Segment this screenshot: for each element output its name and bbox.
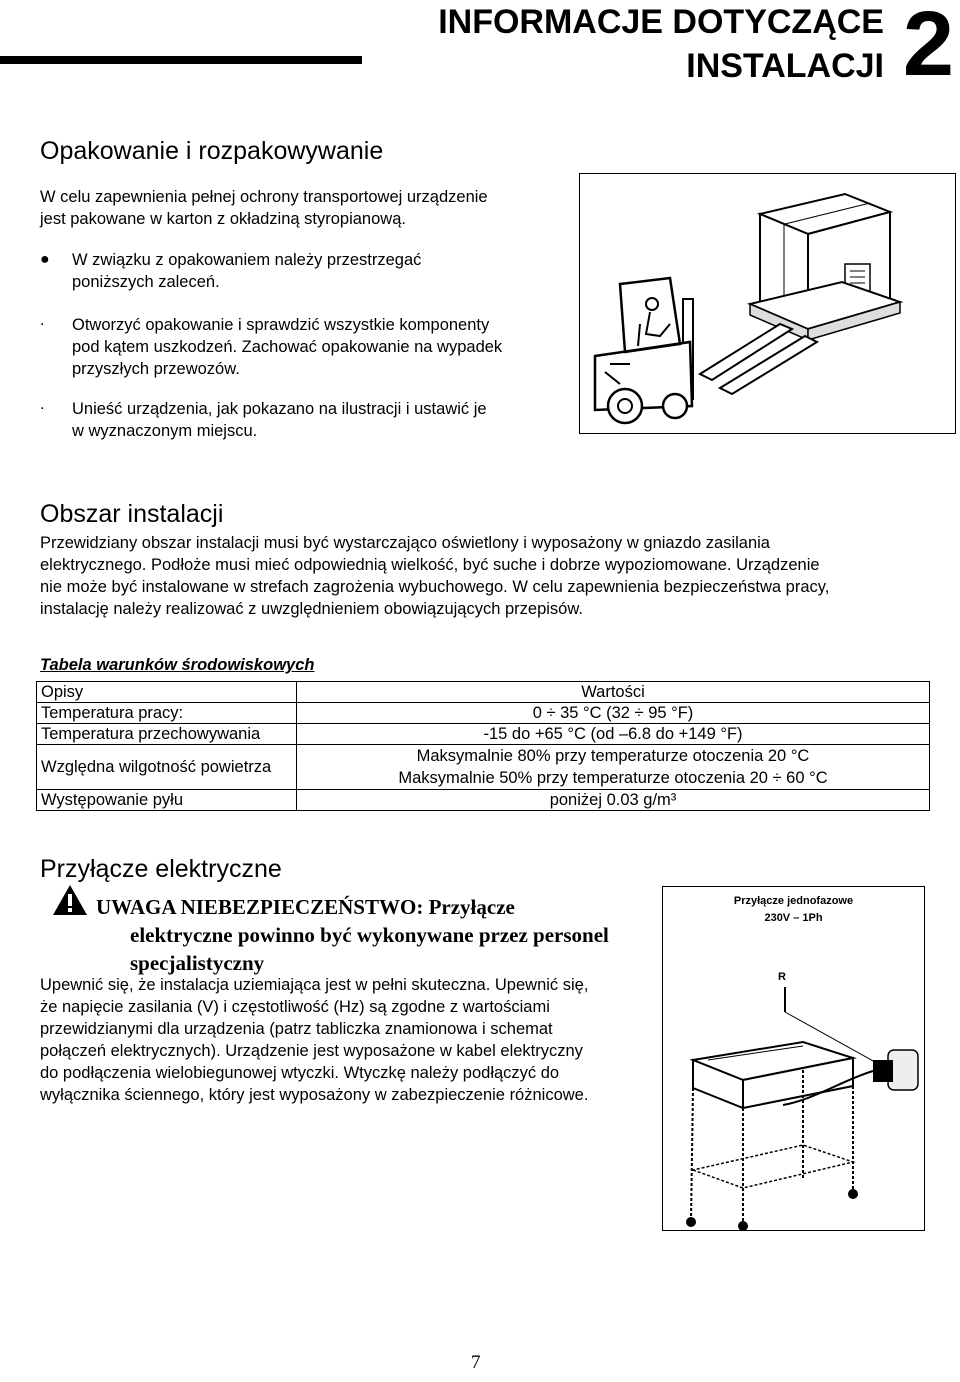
paragraph-line: instalację należy realizować z uwzględnieniem obowiązujących przepisów. xyxy=(40,600,583,618)
figure-caption-line: 230V – 1Ph xyxy=(764,912,823,924)
unpacking-intro xyxy=(40,186,488,230)
table-header-value: Wartości xyxy=(297,682,930,703)
list-item-line: Unieść urządzenia, jak pokazano na ilustracji i ustawić je xyxy=(72,400,487,418)
table-cell-value-line: Maksymalnie 80% przy temperaturze otoczenia 20 °C xyxy=(416,747,810,765)
list-item-line: Otworzyć opakowanie i sprawdzić wszystkie komponenty xyxy=(72,316,490,334)
table-cell-value: 0 ÷ 35 °C (32 ÷ 95 °F) xyxy=(297,703,930,724)
figure-caption-line: Przyłącze jednofazowe xyxy=(733,895,854,907)
chapter-number: 2 xyxy=(902,0,954,95)
list-item-line: pod kątem uszkodzeń. Zachować opakowanie na wypadek xyxy=(72,338,503,356)
chapter-title xyxy=(438,0,884,88)
list-item-line: poniższych zaleceń. xyxy=(72,273,220,291)
paragraph-line: połączeń elektrycznych). Urządzenie jest wyposażone w kabel elektryczny xyxy=(40,1042,583,1060)
electrical-text xyxy=(40,974,656,1106)
table-row xyxy=(37,703,930,724)
installation-area-text xyxy=(40,532,924,620)
paragraph-line: przewidzianymi dla urządzenia (patrz tabliczka znamionowa i schemat xyxy=(40,1020,553,1038)
table-row xyxy=(37,745,930,790)
forklift-illustration xyxy=(579,173,956,434)
warning-line: elektryczne powinno być wykonywane przez personel xyxy=(130,923,609,947)
table-row xyxy=(37,724,930,745)
paragraph-line: Upewnić się, że instalacja uziemiająca jest w pełni skuteczna. Upewnić się, xyxy=(40,976,589,994)
section-title-electrical: Przyłącze elektryczne xyxy=(40,855,282,883)
table-header-row xyxy=(37,682,930,703)
paragraph-line: elektrycznego. Podłoże musi mieć odpowiednią wielkość, być suche i dobrze wypoziomowane. Urządzenie xyxy=(40,556,820,574)
paragraph-line: do podłączenia wielobiegunowej wtyczki. Wtyczkę należy podłączyć do xyxy=(40,1064,560,1082)
intro-line: W celu zapewnienia pełnej ochrony transportowej urządzenie xyxy=(40,188,488,206)
paragraph-line: nie może być instalowane w strefach zagrożenia wybuchowego. W celu zapewnienia bezpieczeństwa pracy, xyxy=(40,578,830,596)
table-cell-value: -15 do +65 °C (od –6.8 do +149 °F) xyxy=(297,724,930,745)
figure-caption xyxy=(663,893,924,927)
single-phase-figure xyxy=(662,886,925,1231)
bullet-dot-icon: . xyxy=(40,396,45,413)
intro-line: jest pakowane w karton z okładziną styropianową. xyxy=(40,210,406,228)
section-title-unpacking: Opakowanie i rozpakowywanie xyxy=(40,137,384,165)
table-cell-value xyxy=(297,745,930,790)
bullet-dot-icon: . xyxy=(40,312,45,329)
section-title-installation-area: Obszar instalacji xyxy=(40,500,224,528)
list-item-line: w wyznaczonym miejscu. xyxy=(72,422,258,440)
list-item xyxy=(40,398,572,442)
label-r: R xyxy=(778,971,786,983)
table-cell-desc: Występowanie pyłu xyxy=(37,790,297,811)
warning-line: UWAGA NIEBEZPIECZEŃSTWO: Przyłącze xyxy=(96,895,515,919)
table-cell-value-line: Maksymalnie 50% przy temperaturze otoczenia 20 ÷ 60 °C xyxy=(398,769,828,787)
warning-text xyxy=(96,893,609,977)
chapter-title-line2: INSTALACJI xyxy=(686,47,884,85)
table-row xyxy=(37,790,930,811)
table-caption: Tabela warunków środowiskowych xyxy=(40,656,315,674)
paragraph-line: Przewidziany obszar instalacji musi być wystarczająco oświetlony i wyposażony w gniazdo zasilania xyxy=(40,534,770,552)
paragraph-line: wyłącznika ściennego, który jest wyposażony w zabezpieczenie różnicowe. xyxy=(40,1086,589,1104)
table-cell-desc: Temperatura przechowywania xyxy=(37,724,297,745)
paragraph-line: że napięcie zasilania (V) i częstotliwość (Hz) są zgodne z wartościami xyxy=(40,998,550,1016)
table-cell-value: poniżej 0.03 g/m³ xyxy=(297,790,930,811)
warning-icon xyxy=(52,884,88,921)
list-item-line: przyszłych przewozów. xyxy=(72,360,240,378)
list-item xyxy=(40,249,572,293)
table-cell-desc: Względna wilgotność powietrza xyxy=(37,745,297,790)
warning-line: specjalistyczny xyxy=(130,951,265,975)
bullet-dot-icon: ● xyxy=(40,251,50,268)
list-item xyxy=(40,314,572,380)
table-cell-desc: Temperatura pracy: xyxy=(37,703,297,724)
chapter-title-line1: INFORMACJE DOTYCZĄCE xyxy=(438,3,884,41)
list-item-line: W związku z opakowaniem należy przestrzegać xyxy=(72,251,422,269)
environment-table xyxy=(36,681,930,811)
page-number: 7 xyxy=(471,1352,481,1373)
cart-drawing xyxy=(663,930,924,1230)
header-rule xyxy=(0,56,362,64)
table-header-desc: Opisy xyxy=(37,682,297,703)
forklift-drawing xyxy=(580,174,955,433)
